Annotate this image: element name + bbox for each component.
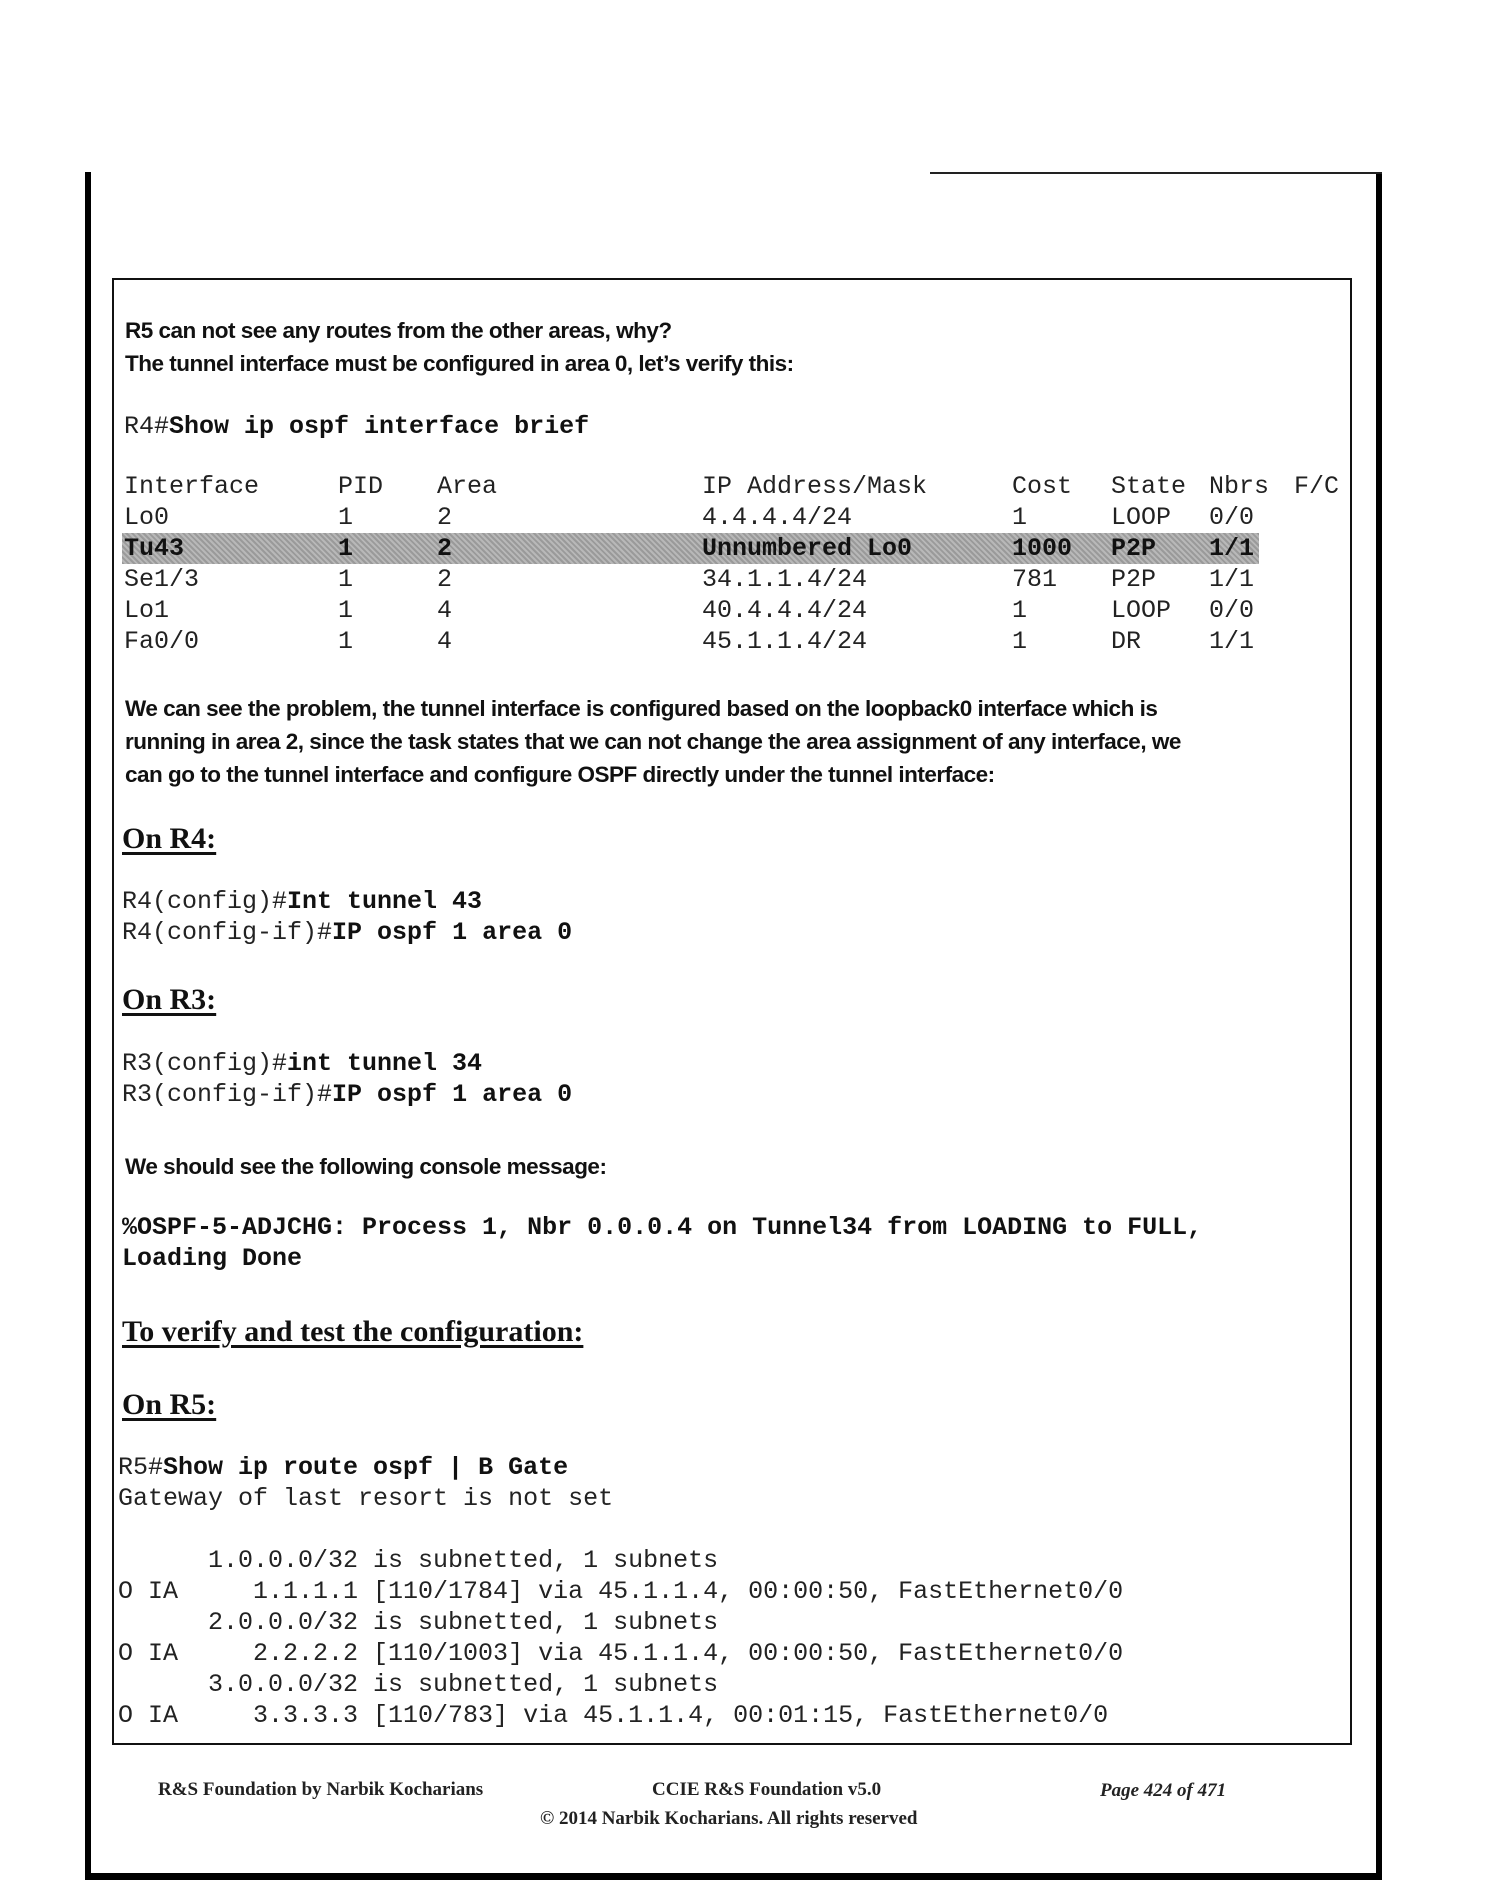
cli-prompt: R3(config-if)# bbox=[122, 1080, 333, 1109]
route-output-line: 2.0.0.0/32 is subnetted, 1 subnets bbox=[118, 1608, 719, 1637]
column-header: PID bbox=[338, 472, 384, 501]
intro-statement: The tunnel interface must be configured in area 0, let’s verify this: bbox=[125, 351, 794, 376]
cli-command: Show ip route ospf | B Gate bbox=[163, 1453, 569, 1482]
cell-cost: 1 bbox=[1012, 503, 1028, 532]
table-row-highlighted bbox=[122, 533, 1259, 564]
cell-pid: 1 bbox=[338, 596, 354, 625]
route-output-line: O IA 2.2.2.2 [110/1003] via 45.1.1.4, 00:00:50, FastEthernet0/0 bbox=[118, 1639, 1124, 1668]
cli-prompt: R4(config-if)# bbox=[122, 918, 333, 947]
r3-config-line bbox=[122, 1048, 482, 1079]
column-header: Interface bbox=[124, 472, 260, 501]
page-frame-right bbox=[1376, 172, 1382, 1880]
cell-ip: 34.1.1.4/24 bbox=[702, 565, 868, 594]
route-output-line: 3.0.0.0/32 is subnetted, 1 subnets bbox=[118, 1670, 719, 1699]
heading-on-r3: On R3: bbox=[122, 983, 217, 1016]
cell-state: P2P bbox=[1111, 534, 1157, 563]
console-message bbox=[122, 1212, 1202, 1243]
cell-interface: Se1/3 bbox=[124, 565, 200, 594]
console-line: Loading Done bbox=[122, 1244, 303, 1273]
column-header: State bbox=[1111, 472, 1187, 501]
cell-interface: Lo0 bbox=[124, 503, 170, 532]
page-frame-bottom bbox=[85, 1873, 1382, 1880]
footer-copyright: © 2014 Narbik Kocharians. All rights reserved bbox=[540, 1808, 918, 1829]
cell-cost: 781 bbox=[1012, 565, 1058, 594]
cell-pid: 1 bbox=[338, 627, 354, 656]
column-header: F/C bbox=[1294, 472, 1340, 501]
table-row bbox=[124, 502, 1261, 533]
cell-ip: 45.1.1.4/24 bbox=[702, 627, 868, 656]
cell-cost: 1 bbox=[1012, 627, 1028, 656]
cell-area: 2 bbox=[437, 534, 453, 563]
console-line: %OSPF-5-ADJCHG: Process 1, Nbr 0.0.0.4 on Tunnel34 from LOADING to FULL, bbox=[122, 1213, 1203, 1242]
cell-area: 4 bbox=[437, 596, 453, 625]
heading-verify: To verify and test the configuration: bbox=[122, 1315, 584, 1348]
route-output-line: Gateway of last resort is not set bbox=[118, 1484, 614, 1513]
footer-author: R&S Foundation by Narbik Kocharians bbox=[158, 1779, 484, 1800]
cli-prompt: R4# bbox=[124, 412, 170, 441]
cell-interface: Fa0/0 bbox=[124, 627, 200, 656]
cli-command: IP ospf 1 area 0 bbox=[332, 918, 573, 947]
column-header: Nbrs bbox=[1209, 472, 1270, 501]
ospf-interface-table bbox=[124, 471, 1340, 657]
explanation-line: running in area 2, since the task states that we can not change the area assignment of any interface, we bbox=[125, 729, 1181, 754]
cell-nbrs: 1/1 bbox=[1209, 627, 1255, 656]
explanation-line: We can see the problem, the tunnel interface is configured based on the loopback0 interface which is bbox=[125, 696, 1158, 721]
table-row bbox=[124, 564, 1261, 595]
page-frame-top bbox=[930, 172, 1382, 174]
cell-state: DR bbox=[1111, 627, 1142, 656]
cli-command: IP ospf 1 area 0 bbox=[332, 1080, 573, 1109]
cell-ip: Unnumbered Lo0 bbox=[702, 534, 913, 563]
column-header: Area bbox=[437, 472, 498, 501]
cli-prompt: R5# bbox=[118, 1453, 164, 1482]
r4-config-line bbox=[122, 917, 572, 948]
column-header: IP Address/Mask bbox=[702, 472, 928, 501]
table-row bbox=[124, 595, 1261, 626]
cell-nbrs: 0/0 bbox=[1209, 596, 1255, 625]
cli-prompt: R4(config)# bbox=[122, 887, 288, 916]
cli-prompt: R3(config)# bbox=[122, 1049, 288, 1078]
route-output-line: 1.0.0.0/32 is subnetted, 1 subnets bbox=[118, 1546, 719, 1575]
cell-state: P2P bbox=[1111, 565, 1157, 594]
cell-area: 4 bbox=[437, 627, 453, 656]
cell-pid: 1 bbox=[338, 565, 354, 594]
cell-ip: 40.4.4.4/24 bbox=[702, 596, 868, 625]
table-row bbox=[124, 626, 1261, 657]
cell-state: LOOP bbox=[1111, 503, 1172, 532]
cell-interface: Lo1 bbox=[124, 596, 170, 625]
cli-command: Show ip ospf interface brief bbox=[169, 412, 590, 441]
cell-ip: 4.4.4.4/24 bbox=[702, 503, 853, 532]
footer-title: CCIE R&S Foundation v5.0 bbox=[652, 1779, 882, 1800]
console-intro: We should see the following console message: bbox=[125, 1154, 607, 1179]
intro-question: R5 can not see any routes from the other areas, why? bbox=[125, 318, 672, 343]
show-ospf-command bbox=[124, 411, 589, 442]
cell-area: 2 bbox=[437, 503, 453, 532]
explanation-line: can go to the tunnel interface and configure OSPF directly under the tunnel interface: bbox=[125, 762, 995, 787]
heading-on-r5: On R5: bbox=[122, 1388, 217, 1421]
cell-nbrs: 1/1 bbox=[1209, 534, 1255, 563]
cell-nbrs: 0/0 bbox=[1209, 503, 1255, 532]
heading-on-r4: On R4: bbox=[122, 822, 217, 855]
route-output-line: O IA 3.3.3.3 [110/783] via 45.1.1.4, 00:01:15, FastEthernet0/0 bbox=[118, 1701, 1109, 1730]
cell-state: LOOP bbox=[1111, 596, 1172, 625]
cell-cost: 1000 bbox=[1012, 534, 1073, 563]
cli-command: int tunnel 34 bbox=[287, 1049, 483, 1078]
cell-pid: 1 bbox=[338, 503, 354, 532]
cell-cost: 1 bbox=[1012, 596, 1028, 625]
table-header-row bbox=[124, 471, 1340, 502]
footer-page-number: Page 424 of 471 bbox=[1100, 1780, 1227, 1801]
cell-interface: Tu43 bbox=[124, 534, 185, 563]
cell-area: 2 bbox=[437, 565, 453, 594]
cli-command: Int tunnel 43 bbox=[287, 887, 483, 916]
route-output-line: O IA 1.1.1.1 [110/1784] via 45.1.1.4, 00:00:50, FastEthernet0/0 bbox=[118, 1577, 1124, 1606]
r5-show-command bbox=[118, 1452, 568, 1483]
r3-config-line bbox=[122, 1079, 572, 1110]
cell-pid: 1 bbox=[338, 534, 354, 563]
column-header: Cost bbox=[1012, 472, 1073, 501]
r4-config-line bbox=[122, 886, 482, 917]
cell-nbrs: 1/1 bbox=[1209, 565, 1255, 594]
page-frame-left bbox=[85, 172, 91, 1880]
console-message bbox=[122, 1243, 302, 1274]
